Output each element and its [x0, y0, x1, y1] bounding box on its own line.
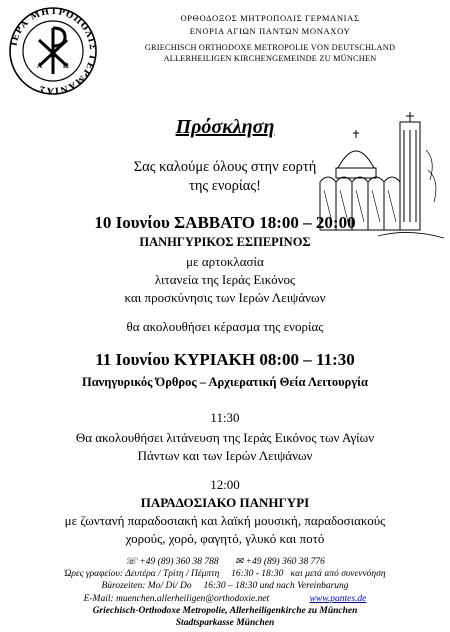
event1-line1: με αρτοκλασία [186, 254, 264, 269]
event4-time: 12:00 [210, 477, 240, 492]
footer-fax: +49 (89) 360 38 776 [245, 557, 325, 567]
svg-text:Ω: Ω [63, 62, 69, 70]
event2-name: Πανηγυρικός Όρθρος – Αρχιερατική Θεία Λειτουργία [81, 375, 369, 389]
metropolis-seal-logo [8, 6, 98, 96]
footer-org [0, 606, 450, 616]
footer-org-text: Griechisch-Orthodoxe Metropolie, Allerheiligenkirche zu München [92, 606, 358, 616]
svg-text:Α: Α [37, 62, 43, 70]
event1-name: ΠΑΝΗΓΥΡΙΚΟΣ ΕΣΠΕΡΙΝΟΣ [139, 235, 311, 249]
event4-line1: με ζωντανή παραδοσιακή και λαϊκή μουσική, παραδοσιακούς [64, 513, 386, 528]
event2-date: 11 Ιουνίου ΚΥΡΙΑΚΗ 08:00 – 11:30 [95, 350, 355, 369]
fax-icon: ✉ [235, 557, 244, 567]
header-greek-line1: ΟΡΘΟΔΟΞΟΣ ΜΗΤΡΟΠΟΛΙΣ ΓΕΡΜΑΝΙΑΣ [180, 13, 360, 23]
footer-website-link[interactable]: www.pantes.de [309, 594, 367, 604]
event1-date: 10 Ιουνίου ΣΑΒΒΑΤΟ 18:00 – 20:00 [94, 213, 356, 232]
seal-ring-text: ΙΕΡΑ ΜΗΤΡΟΠΟΛΙΣ ΓΕΡΜΑΝΙΑΣ [9, 6, 98, 96]
footer-bank [0, 618, 450, 628]
footer-hours-gr-label: Ώρες γραφείου: Δευτέρα / Τρίτη / Πέμπτη [64, 569, 220, 579]
invitation-title: Πρόσκληση [175, 116, 275, 138]
footer-hours-greek [0, 569, 450, 579]
footer-bank-text: Stadtsparkasse München [175, 618, 275, 628]
footer-hours-german [0, 581, 450, 591]
event1-line3: και προσκύνησις των Ιερών Λειψάνων [124, 290, 326, 305]
footer-hours-gr-note: και μετά από συνεννόηση [290, 569, 386, 579]
footer-hours-de-label: Bürozeiten: Mo/ Di/ Do [101, 581, 192, 591]
footer-email-link[interactable]: muenchen.allerheiligen@orthodoxie.net [116, 594, 270, 604]
event4-name: ΠΑΡΑΔΟΣΙΑΚΟ ΠΑΝΗΓΥΡΙ [140, 495, 310, 510]
event3-line2: Πάντων και των Ιερών Λειψάνων [137, 448, 313, 463]
footer-phone: +49 (89) 360 38 788 [139, 557, 219, 567]
footer-hours-de-time: 16:30 – 18:30 und nach Vereinbarung [203, 581, 349, 591]
footer-email-line [0, 594, 450, 604]
event3-line1: Θα ακολουθήσει λιτάνευση της Ιεράς Εικόνος των Αγίων [75, 430, 375, 445]
phone-icon: ☏ [125, 557, 138, 567]
event3-time: 11:30 [210, 410, 240, 425]
header-greek-line2: ΕΝΟΡΙΑ ΑΓΙΩΝ ΠΑΝΤΩΝ ΜΟΝΑΧΟΥ [189, 26, 351, 36]
event1-line2: λιτανεία της Ιεράς Εικόνος [154, 272, 296, 287]
event1-after: θα ακολουθήσει κέρασμα της ενορίας [126, 319, 324, 334]
footer-email-label: E-Mail: [83, 594, 114, 604]
event4-line2: χορούς, χορό, φαγητό, γλυκό και ποτό [125, 531, 325, 546]
intro-line1: Σας καλούμε όλους στην εορτή [133, 159, 317, 175]
header-german-line2: ALLERHEILIGEN KIRCHENGEMEINDE ZU MÜNCHEN [163, 54, 377, 63]
footer-hours-gr-time: 16:30 - 18:30 [231, 569, 284, 579]
intro-line2: της ενορίας! [189, 178, 261, 194]
footer-contact-line [0, 556, 450, 567]
header-german-line1: GRIECHISCH ORTHODOXE METROPOLIE VON DEUTSCHLAND [144, 43, 396, 52]
